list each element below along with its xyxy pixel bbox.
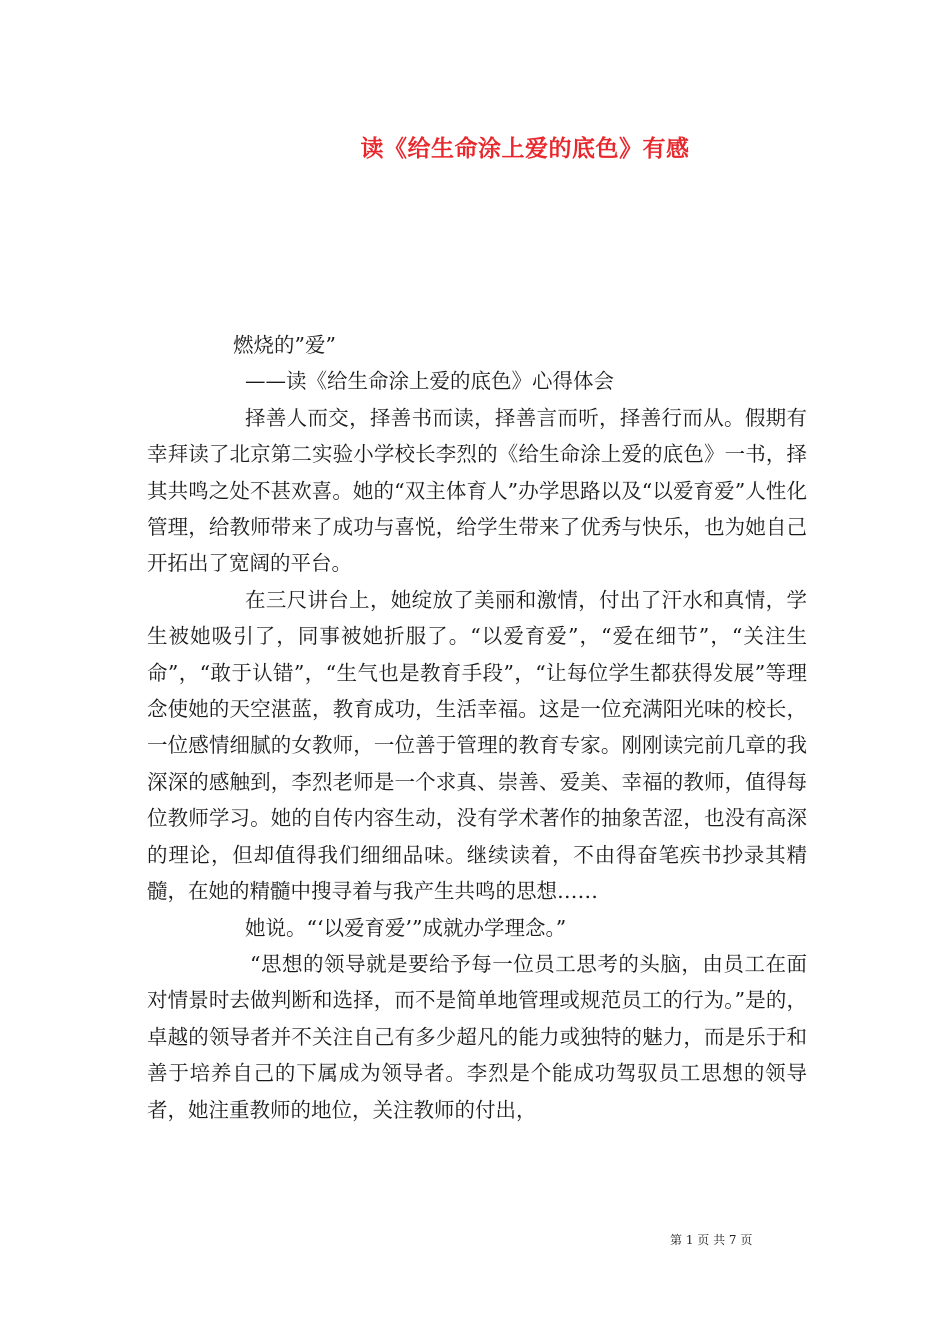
essay-subheading: ——读《给生命涂上爱的底色》心得体会	[245, 369, 614, 394]
document-title: 读《给生命涂上爱的底色》有感	[360, 135, 690, 162]
paragraph-1: 择善人而交，择善书而读，择善言而听，择善行而从。假期有幸拜读了北京第二实验小学校长李烈的《给生命涂上爱的底色》一书，择其共鸣之处不甚欢喜。她的“双主体育人”办学思路以及“以爱育爱”人性化管理，给教师带来了成功与喜悦，给学生带来了优秀与快乐，也为她自己开拓出了宽阔的平台。	[147, 405, 807, 576]
paragraph-2: 在三尺讲台上，她绽放了美丽和激情，付出了汗水和真情，学生被她吸引了，同事被她折服了。“以爱育爱”，“爱在细节”，“关注生命”，“敢于认错”，“生气也是教育手段”，“让每位学生都获得发展”等理念使她的天空湛蓝，教育成功，生活幸福。这是一位充满阳光味的校长，一位感情细腻的女教师，一位善于管理的教育专家。刚刚读完前几章的我深深的感触到，李烈老师是一个求真、崇善、爱美、幸福的教师，值得每位教师学习。她的自传内容生动，没有学术著作的抽象苦涩，也没有高深的理论，但却值得我们细细品味。继续读着，不由得奋笔疾书抄录其精髓，在她的精髓中搜寻着与我产生共鸣的思想……	[147, 587, 807, 904]
page-number-footer: 第 1 页 共 7 页	[670, 1233, 753, 1247]
document-body	[147, 327, 807, 1128]
paragraph-3: 她说。“‘以爱育爱’”成就办学理念。”	[245, 915, 567, 940]
paragraph-4: “思想的领导就是要给予每一位员工思考的头脑，由员工在面对情景时去做判断和选择，而不是简单地管理或规范员工的行为。”是的，卓越的领导者并不关注自己有多少超凡的能力或独特的魅力，而是乐于和善于培养自己的下属成为领导者。李烈是个能成功驾驭员工思想的领导者，她注重教师的地位，关注教师的付出，	[147, 951, 807, 1122]
essay-heading: 燃烧的”爱”	[233, 333, 336, 357]
